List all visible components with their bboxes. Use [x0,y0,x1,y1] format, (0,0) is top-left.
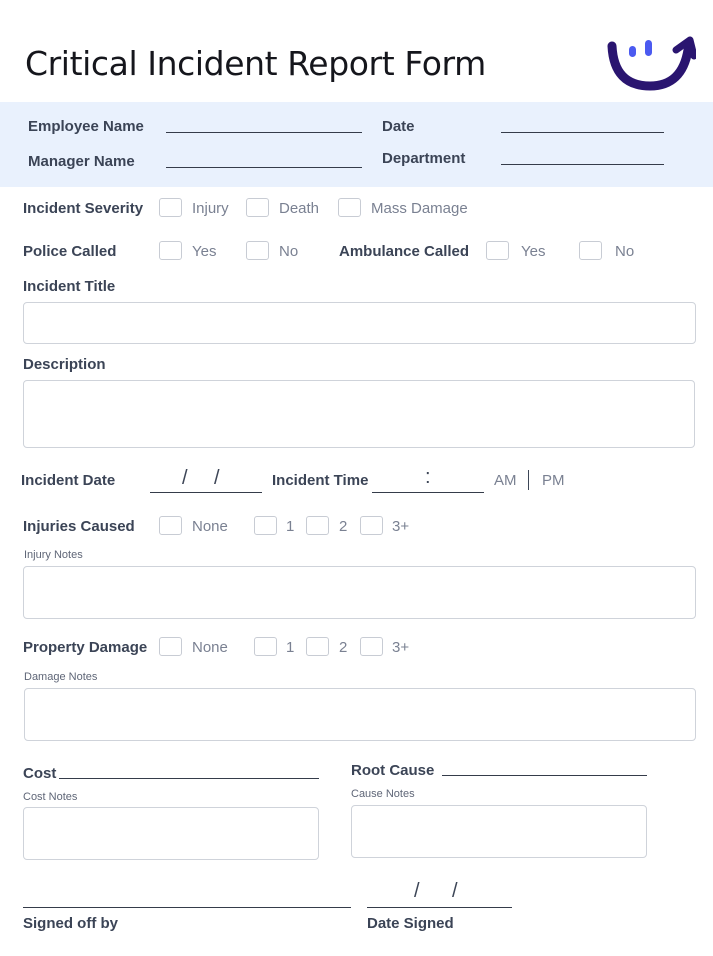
damage-none-checkbox[interactable] [159,637,182,656]
incident-severity-label: Incident Severity [23,200,144,217]
root-cause-field[interactable] [442,775,647,776]
incident-title-label: Incident Title [23,278,116,295]
signed-off-by-label: Signed off by [23,915,118,932]
description-label: Description [23,356,106,373]
police-yes-label: Yes [192,243,217,260]
employee-name-field[interactable] [166,132,362,133]
injuries-none-label: None [192,518,228,535]
date-separator: / [214,467,220,489]
damage-3plus-checkbox[interactable] [360,637,383,656]
injuries-3plus-checkbox[interactable] [360,516,383,535]
incident-title-input[interactable] [23,302,696,344]
date-separator: / [414,880,420,902]
date-field[interactable] [501,132,664,133]
pm-option[interactable]: PM [542,472,565,489]
severity-mass-damage-checkbox[interactable] [338,198,361,217]
time-separator: : [425,466,431,488]
ambulance-no-checkbox[interactable] [579,241,602,260]
damage-notes-textarea[interactable] [24,688,696,741]
employee-info-band [0,102,713,187]
police-no-label: No [279,243,299,260]
description-textarea[interactable] [23,380,695,448]
incident-date-label: Incident Date [21,472,116,489]
date-separator: / [182,467,188,489]
damage-notes-label: Damage Notes [24,671,98,683]
incident-time-label: Incident Time [272,472,369,489]
damage-none-label: None [192,639,228,656]
damage-2-label: 2 [339,639,348,656]
ambulance-yes-checkbox[interactable] [486,241,509,260]
date-label: Date [382,118,415,135]
signed-off-by-field[interactable] [23,907,351,908]
police-called-label: Police Called [23,243,117,260]
department-label: Department [382,150,466,167]
am-option[interactable]: AM [494,472,517,489]
injuries-2-label: 2 [339,518,348,535]
ambulance-yes-label: Yes [521,243,546,260]
root-cause-label: Root Cause [351,762,435,779]
property-damage-label: Property Damage [23,639,148,656]
department-field[interactable] [501,164,664,165]
severity-injury-label: Injury [192,200,229,217]
cost-field[interactable] [59,778,319,779]
damage-1-label: 1 [286,639,295,656]
cost-label: Cost [23,765,57,782]
manager-name-label: Manager Name [28,153,135,170]
injuries-1-checkbox[interactable] [254,516,277,535]
am-pm-divider [528,470,529,490]
severity-death-label: Death [279,200,320,217]
cause-notes-label: Cause Notes [351,788,415,800]
police-no-checkbox[interactable] [246,241,269,260]
ambulance-no-label: No [615,243,635,260]
incident-date-field[interactable] [150,492,262,493]
severity-death-checkbox[interactable] [246,198,269,217]
date-separator: / [452,880,458,902]
incident-time-field[interactable] [372,492,484,493]
severity-injury-checkbox[interactable] [159,198,182,217]
damage-1-checkbox[interactable] [254,637,277,656]
injury-notes-textarea[interactable] [23,566,696,619]
injuries-2-checkbox[interactable] [306,516,329,535]
page-title: Critical Incident Report Form [25,44,486,83]
manager-name-field[interactable] [166,167,362,168]
injuries-3plus-label: 3+ [392,518,410,535]
damage-3plus-label: 3+ [392,639,410,656]
damage-2-checkbox[interactable] [306,637,329,656]
injuries-caused-label: Injuries Caused [23,518,135,535]
ambulance-called-label: Ambulance Called [339,243,470,260]
cost-notes-textarea[interactable] [23,807,319,860]
cost-notes-label: Cost Notes [23,791,78,803]
cause-notes-textarea[interactable] [351,805,647,858]
injuries-1-label: 1 [286,518,295,535]
smile-arrow-logo [604,36,696,92]
injuries-none-checkbox[interactable] [159,516,182,535]
severity-mass-damage-label: Mass Damage [371,200,468,217]
date-signed-field[interactable] [367,907,512,908]
employee-name-label: Employee Name [28,118,144,135]
injury-notes-label: Injury Notes [24,549,83,561]
police-yes-checkbox[interactable] [159,241,182,260]
date-signed-label: Date Signed [367,915,454,932]
